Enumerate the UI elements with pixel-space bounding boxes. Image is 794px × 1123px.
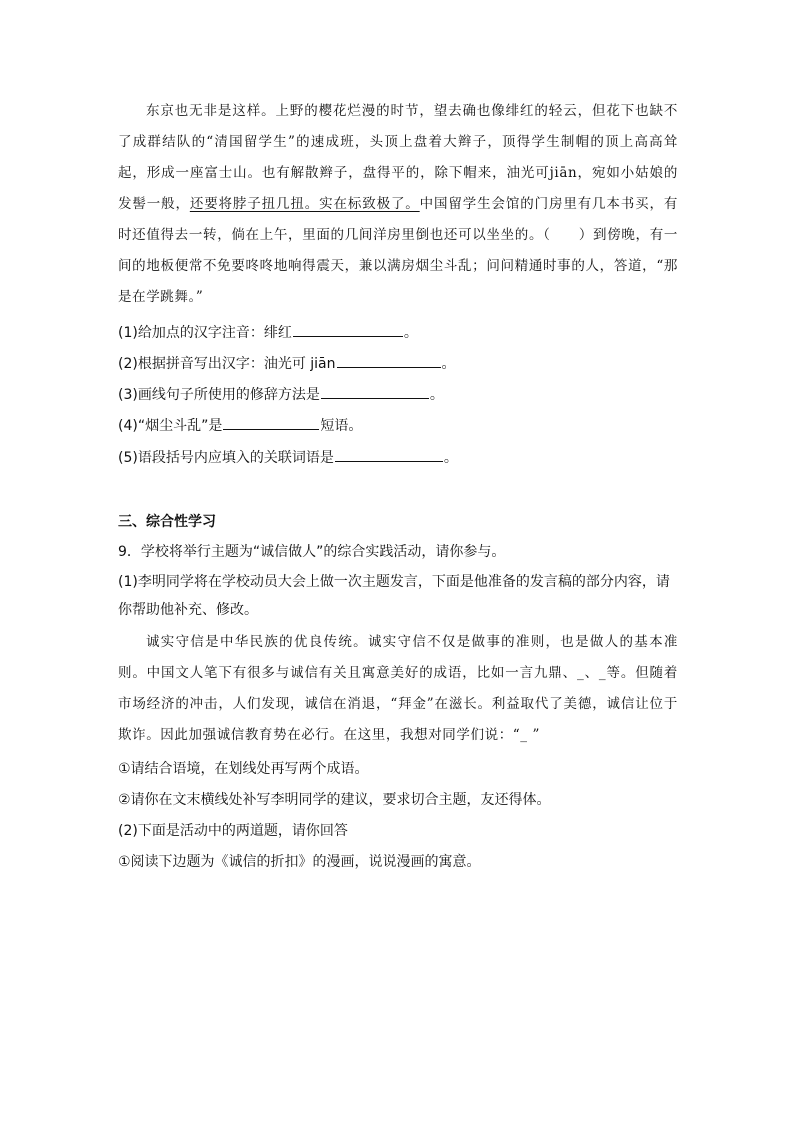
question-1-text: (1)给加点的汉字注音：绯红 (118, 325, 292, 341)
passage-text-before: 东京也无非是这样。上野的樱花烂漫的时节，望去确也像绯红的轻云，但花下也缺不了成群结队的“清国留学生”的速成班，头顶上盘着大辫子，顶得学生制帽的顶上高高耸起，形成一座富士山。也有解散辫子，盘得平的，除下帽来，油光可jiān，宛如小姑娘的发髻一般， (118, 103, 678, 212)
question-3-text: (3)画线句子所使用的修辞方法是 (118, 387, 320, 403)
question-4-text: (4)“烟尘斗乱”是 (118, 418, 223, 434)
sub-item-3: (2)下面是活动中的两道题，请你回答 (118, 823, 348, 839)
reading-passage (118, 96, 678, 313)
question-2-suffix: 。 (441, 356, 456, 372)
question-1-suffix: 。 (403, 325, 418, 341)
question-9-part-1: (1)李明同学将在学校动员大会上做一次主题发言，下面是他准备的发言稿的部分内容，请你帮助他补充、修改。 (118, 574, 670, 618)
sub-item-2: ②请你在文末横线处补写李明同学的建议，要求切合主题，友还得体。 (118, 792, 551, 808)
answer-blank-2[interactable] (337, 353, 441, 368)
question-9: 9．学校将举行主题为“诚信做人”的综合实践活动，请你参与。 (118, 544, 506, 560)
question-5-suffix: 。 (443, 450, 458, 466)
question-1 (118, 322, 418, 343)
sub-item-1: ①请结合语境，在划线处再写两个成语。 (118, 761, 369, 777)
passage-text-after: 中国留学生会馆的门房里有几本书买，有时还值得去一转，倘在上午，里面的几间洋房里倒也还可以坐坐的。（ ）到傍晚，有一间的地板便常不免要咚咚地响得震天，兼以满房烟尘斗乱；问问精通时事的人，答道，“那是在学跳舞。” (118, 196, 678, 305)
speech-passage: 诚实守信是中华民族的优良传统。诚实守信不仅是做事的准则，也是做人的基本准则。中国文人笔下有很多与诚信有关且寓意美好的成语，比如一言九鼎、_、_等。但随着市场经济的冲击，人们发现，诚信在消退，“拜金”在滋长。利益取代了美德，诚信让位于欺诈。因此加强诚信教育势在必行。在这里，我想对同学们说：“_ ” (118, 634, 678, 743)
question-2 (118, 353, 456, 374)
answer-blank-4[interactable] (223, 415, 319, 430)
answer-blank-5[interactable] (335, 447, 443, 462)
question-3-suffix: 。 (429, 387, 444, 403)
answer-blank-1[interactable] (293, 322, 403, 337)
section-heading: 三、综合性学习 (118, 514, 216, 530)
answer-blank-3[interactable] (321, 384, 429, 399)
question-5 (118, 447, 458, 468)
question-4 (118, 415, 362, 436)
question-4-suffix: 短语。 (320, 418, 363, 434)
question-3 (118, 384, 444, 405)
question-5-text: (5)语段括号内应填入的关联词语是 (118, 450, 334, 466)
question-2-text: (2)根据拼音写出汉字：油光可 jiān (118, 356, 336, 372)
underlined-sentence: 还要将脖子扭几扭。实在标致极了。 (189, 196, 420, 212)
sub-item-4: ①阅读下边题为《诚信的折扣》的漫画，说说漫画的寓意。 (118, 854, 481, 870)
